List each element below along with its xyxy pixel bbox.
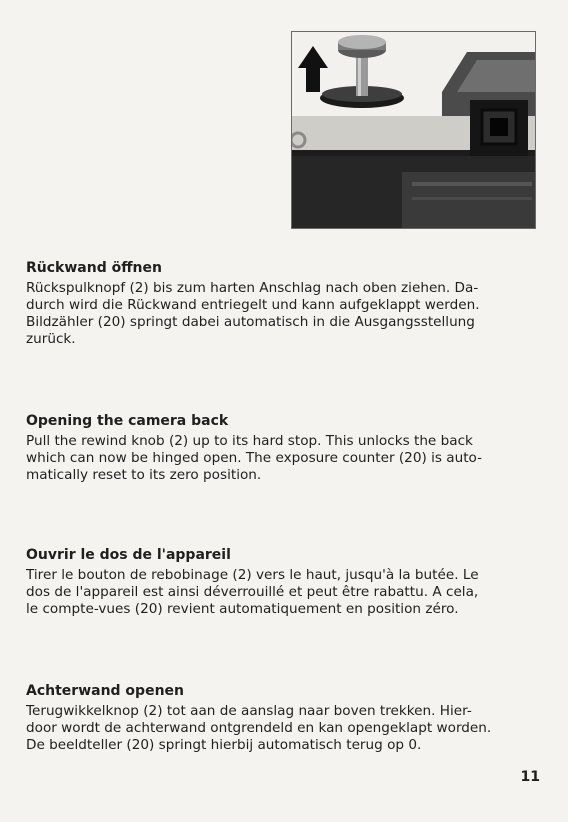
section-heading: Achterwand openen bbox=[26, 683, 184, 699]
section-body bbox=[26, 433, 540, 484]
section-german bbox=[26, 259, 540, 348]
section-french bbox=[26, 546, 540, 618]
section-english bbox=[26, 412, 540, 484]
section-body bbox=[26, 703, 540, 754]
text-line: Rückspulknopf (2) bis zum harten Anschlag nach oben ziehen. Da- bbox=[26, 280, 479, 296]
section-body bbox=[26, 280, 540, 348]
section-dutch bbox=[26, 682, 540, 754]
text-line: dos de l'appareil est ainsi déverrouillé et peut être rabattu. A cela, bbox=[26, 584, 479, 600]
text-line: Terugwikkelknop (2) tot aan de aanslag naar boven trekken. Hier- bbox=[26, 703, 472, 719]
section-heading: Rückwand öffnen bbox=[26, 260, 162, 276]
camera-rewind-knob-photo bbox=[291, 31, 536, 229]
text-line: le compte-vues (20) revient automatiquement en position zéro. bbox=[26, 601, 459, 617]
text-line: Bildzähler (20) springt dabei automatisch in die Ausgangsstellung bbox=[26, 314, 475, 330]
text-line: durch wird die Rückwand entriegelt und kann aufgeklappt werden. bbox=[26, 297, 480, 313]
section-body bbox=[26, 567, 540, 618]
text-line: Pull the rewind knob (2) up to its hard stop. This unlocks the back bbox=[26, 433, 473, 449]
camera-illustration bbox=[292, 32, 535, 228]
text-line: zurück. bbox=[26, 331, 76, 347]
text-line: which can now be hinged open. The exposure counter (20) is auto- bbox=[26, 450, 483, 466]
text-line: matically reset to its zero position. bbox=[26, 467, 262, 483]
text-line: Tirer le bouton de rebobinage (2) vers le haut, jusqu'à la butée. Le bbox=[26, 567, 479, 583]
text-line: De beeldteller (20) springt hierbij automatisch terug op 0. bbox=[26, 737, 422, 753]
section-heading: Opening the camera back bbox=[26, 413, 229, 429]
text-line: door wordt de achterwand ontgrendeld en kan opengeklapt worden. bbox=[26, 720, 492, 736]
page-number: 11 bbox=[520, 769, 540, 785]
section-heading: Ouvrir le dos de l'appareil bbox=[26, 547, 231, 563]
